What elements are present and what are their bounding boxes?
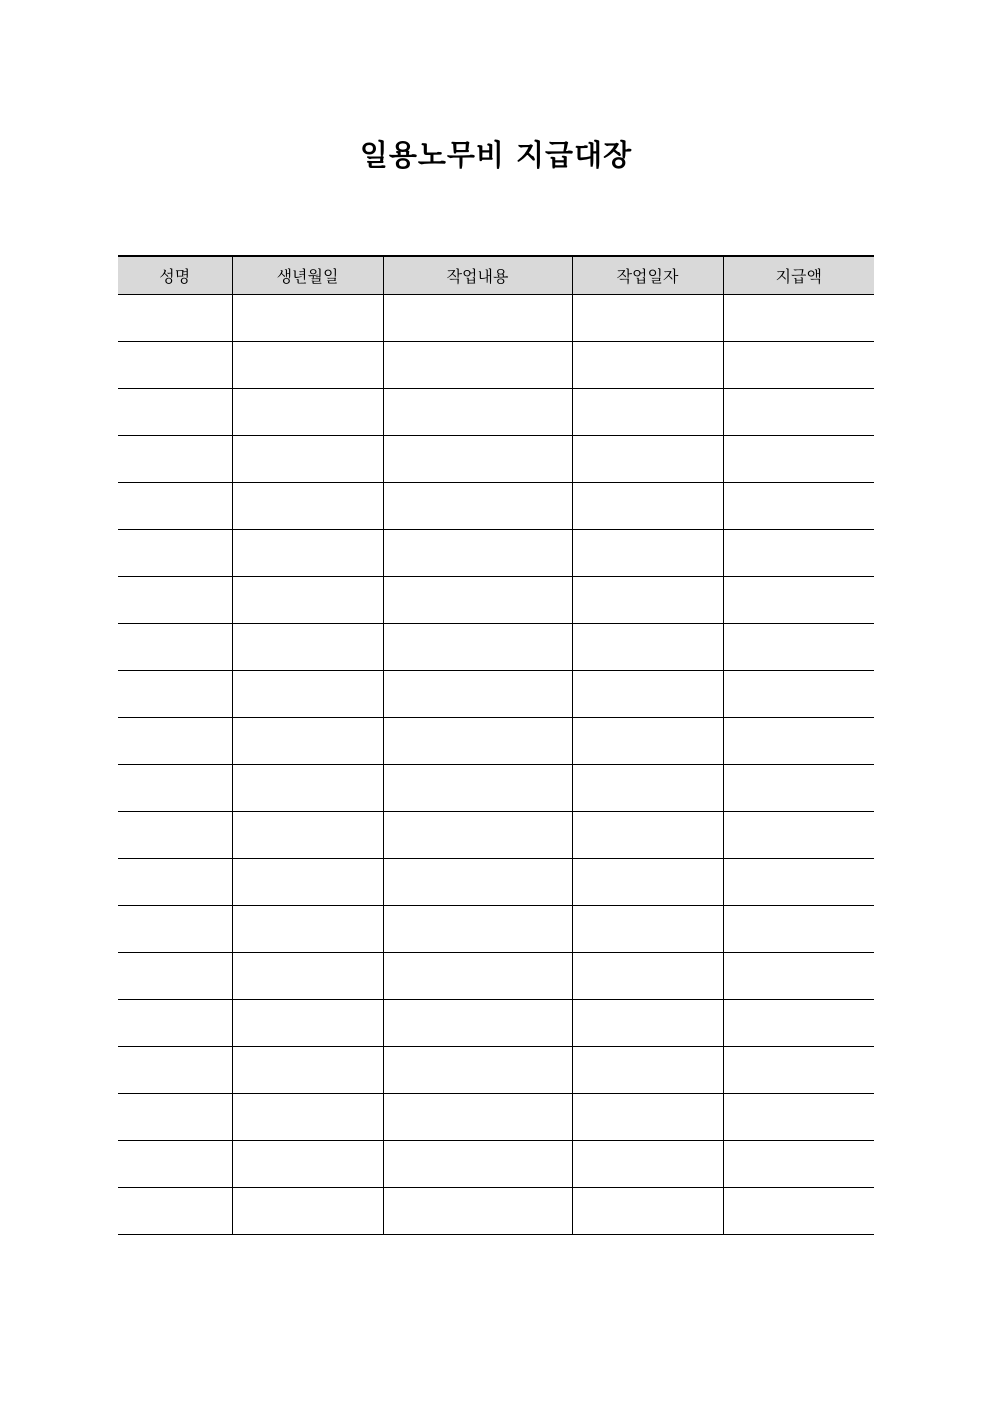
cell-name[interactable] [118, 859, 232, 906]
table-row [118, 1141, 874, 1188]
table-row [118, 295, 874, 342]
cell-birthdate[interactable] [232, 295, 383, 342]
cell-birthdate[interactable] [232, 1094, 383, 1141]
header-birthdate: 생년월일 [232, 256, 383, 295]
cell-birthdate[interactable] [232, 1047, 383, 1094]
cell-payment-amount[interactable] [723, 389, 874, 436]
table-row [118, 342, 874, 389]
cell-work-date[interactable] [572, 530, 723, 577]
cell-birthdate[interactable] [232, 436, 383, 483]
cell-work-date[interactable] [572, 718, 723, 765]
cell-work-date[interactable] [572, 1188, 723, 1235]
cell-work-description[interactable] [383, 812, 572, 859]
cell-payment-amount[interactable] [723, 1000, 874, 1047]
cell-payment-amount[interactable] [723, 671, 874, 718]
cell-work-date[interactable] [572, 859, 723, 906]
cell-payment-amount[interactable] [723, 718, 874, 765]
cell-name[interactable] [118, 577, 232, 624]
header-work-date: 작업일자 [572, 256, 723, 295]
cell-work-date[interactable] [572, 671, 723, 718]
cell-work-date[interactable] [572, 1094, 723, 1141]
cell-birthdate[interactable] [232, 1141, 383, 1188]
cell-work-date[interactable] [572, 389, 723, 436]
table-row [118, 624, 874, 671]
cell-work-description[interactable] [383, 1047, 572, 1094]
cell-work-description[interactable] [383, 1141, 572, 1188]
table-row [118, 953, 874, 1000]
cell-work-date[interactable] [572, 295, 723, 342]
cell-work-date[interactable] [572, 812, 723, 859]
payment-ledger-table [118, 255, 874, 1235]
cell-work-date[interactable] [572, 1047, 723, 1094]
cell-work-date[interactable] [572, 342, 723, 389]
cell-name[interactable] [118, 624, 232, 671]
table-row [118, 530, 874, 577]
cell-work-description[interactable] [383, 436, 572, 483]
cell-birthdate[interactable] [232, 1188, 383, 1235]
cell-work-description[interactable] [383, 389, 572, 436]
cell-name[interactable] [118, 483, 232, 530]
cell-name[interactable] [118, 671, 232, 718]
cell-payment-amount[interactable] [723, 624, 874, 671]
page-title: 일용노무비 지급대장 [359, 138, 633, 172]
table-row [118, 389, 874, 436]
cell-name[interactable] [118, 1047, 232, 1094]
cell-work-description[interactable] [383, 953, 572, 1000]
cell-name[interactable] [118, 1094, 232, 1141]
cell-birthdate[interactable] [232, 624, 383, 671]
cell-work-date[interactable] [572, 1141, 723, 1188]
table-row [118, 483, 874, 530]
cell-payment-amount[interactable] [723, 1094, 874, 1141]
cell-work-date[interactable] [572, 577, 723, 624]
table-row [118, 1047, 874, 1094]
cell-birthdate[interactable] [232, 765, 383, 812]
cell-birthdate[interactable] [232, 389, 383, 436]
cell-birthdate[interactable] [232, 812, 383, 859]
table-row [118, 718, 874, 765]
cell-work-description[interactable] [383, 1188, 572, 1235]
cell-birthdate[interactable] [232, 1000, 383, 1047]
cell-name[interactable] [118, 342, 232, 389]
cell-work-description[interactable] [383, 671, 572, 718]
cell-birthdate[interactable] [232, 483, 383, 530]
cell-work-description[interactable] [383, 342, 572, 389]
table-row [118, 1000, 874, 1047]
cell-work-description[interactable] [383, 765, 572, 812]
cell-birthdate[interactable] [232, 906, 383, 953]
cell-work-date[interactable] [572, 483, 723, 530]
table-row [118, 859, 874, 906]
table-row [118, 436, 874, 483]
cell-payment-amount[interactable] [723, 1047, 874, 1094]
header-work-description: 작업내용 [383, 256, 572, 295]
header-payment-amount: 지급액 [723, 256, 874, 295]
cell-name[interactable] [118, 389, 232, 436]
cell-name[interactable] [118, 1000, 232, 1047]
cell-payment-amount[interactable] [723, 1188, 874, 1235]
header-name: 성명 [118, 256, 232, 295]
table-row [118, 1094, 874, 1141]
cell-birthdate[interactable] [232, 671, 383, 718]
cell-payment-amount[interactable] [723, 859, 874, 906]
cell-payment-amount[interactable] [723, 436, 874, 483]
table-header-row [118, 256, 874, 295]
cell-payment-amount[interactable] [723, 342, 874, 389]
cell-payment-amount[interactable] [723, 1141, 874, 1188]
table-row [118, 577, 874, 624]
cell-work-description[interactable] [383, 577, 572, 624]
cell-work-description[interactable] [383, 1000, 572, 1047]
cell-payment-amount[interactable] [723, 765, 874, 812]
cell-work-date[interactable] [572, 765, 723, 812]
cell-work-description[interactable] [383, 859, 572, 906]
cell-payment-amount[interactable] [723, 812, 874, 859]
cell-payment-amount[interactable] [723, 953, 874, 1000]
cell-work-date[interactable] [572, 624, 723, 671]
table-row [118, 906, 874, 953]
cell-birthdate[interactable] [232, 530, 383, 577]
cell-work-description[interactable] [383, 483, 572, 530]
cell-payment-amount[interactable] [723, 577, 874, 624]
table-row [118, 812, 874, 859]
cell-name[interactable] [118, 1141, 232, 1188]
table-body [118, 295, 874, 1235]
cell-name[interactable] [118, 718, 232, 765]
cell-name[interactable] [118, 295, 232, 342]
cell-name[interactable] [118, 1188, 232, 1235]
cell-birthdate[interactable] [232, 342, 383, 389]
cell-payment-amount[interactable] [723, 483, 874, 530]
cell-work-description[interactable] [383, 718, 572, 765]
cell-work-description[interactable] [383, 295, 572, 342]
cell-name[interactable] [118, 906, 232, 953]
cell-payment-amount[interactable] [723, 295, 874, 342]
cell-work-description[interactable] [383, 530, 572, 577]
cell-birthdate[interactable] [232, 577, 383, 624]
cell-work-description[interactable] [383, 906, 572, 953]
cell-birthdate[interactable] [232, 953, 383, 1000]
cell-name[interactable] [118, 953, 232, 1000]
cell-name[interactable] [118, 765, 232, 812]
cell-birthdate[interactable] [232, 859, 383, 906]
cell-work-date[interactable] [572, 953, 723, 1000]
cell-birthdate[interactable] [232, 718, 383, 765]
cell-work-date[interactable] [572, 906, 723, 953]
cell-payment-amount[interactable] [723, 530, 874, 577]
cell-work-date[interactable] [572, 436, 723, 483]
cell-work-description[interactable] [383, 1094, 572, 1141]
cell-work-description[interactable] [383, 624, 572, 671]
cell-name[interactable] [118, 812, 232, 859]
table-row [118, 671, 874, 718]
table-row [118, 1188, 874, 1235]
cell-name[interactable] [118, 530, 232, 577]
cell-name[interactable] [118, 436, 232, 483]
table-row [118, 765, 874, 812]
cell-work-date[interactable] [572, 1000, 723, 1047]
cell-payment-amount[interactable] [723, 906, 874, 953]
